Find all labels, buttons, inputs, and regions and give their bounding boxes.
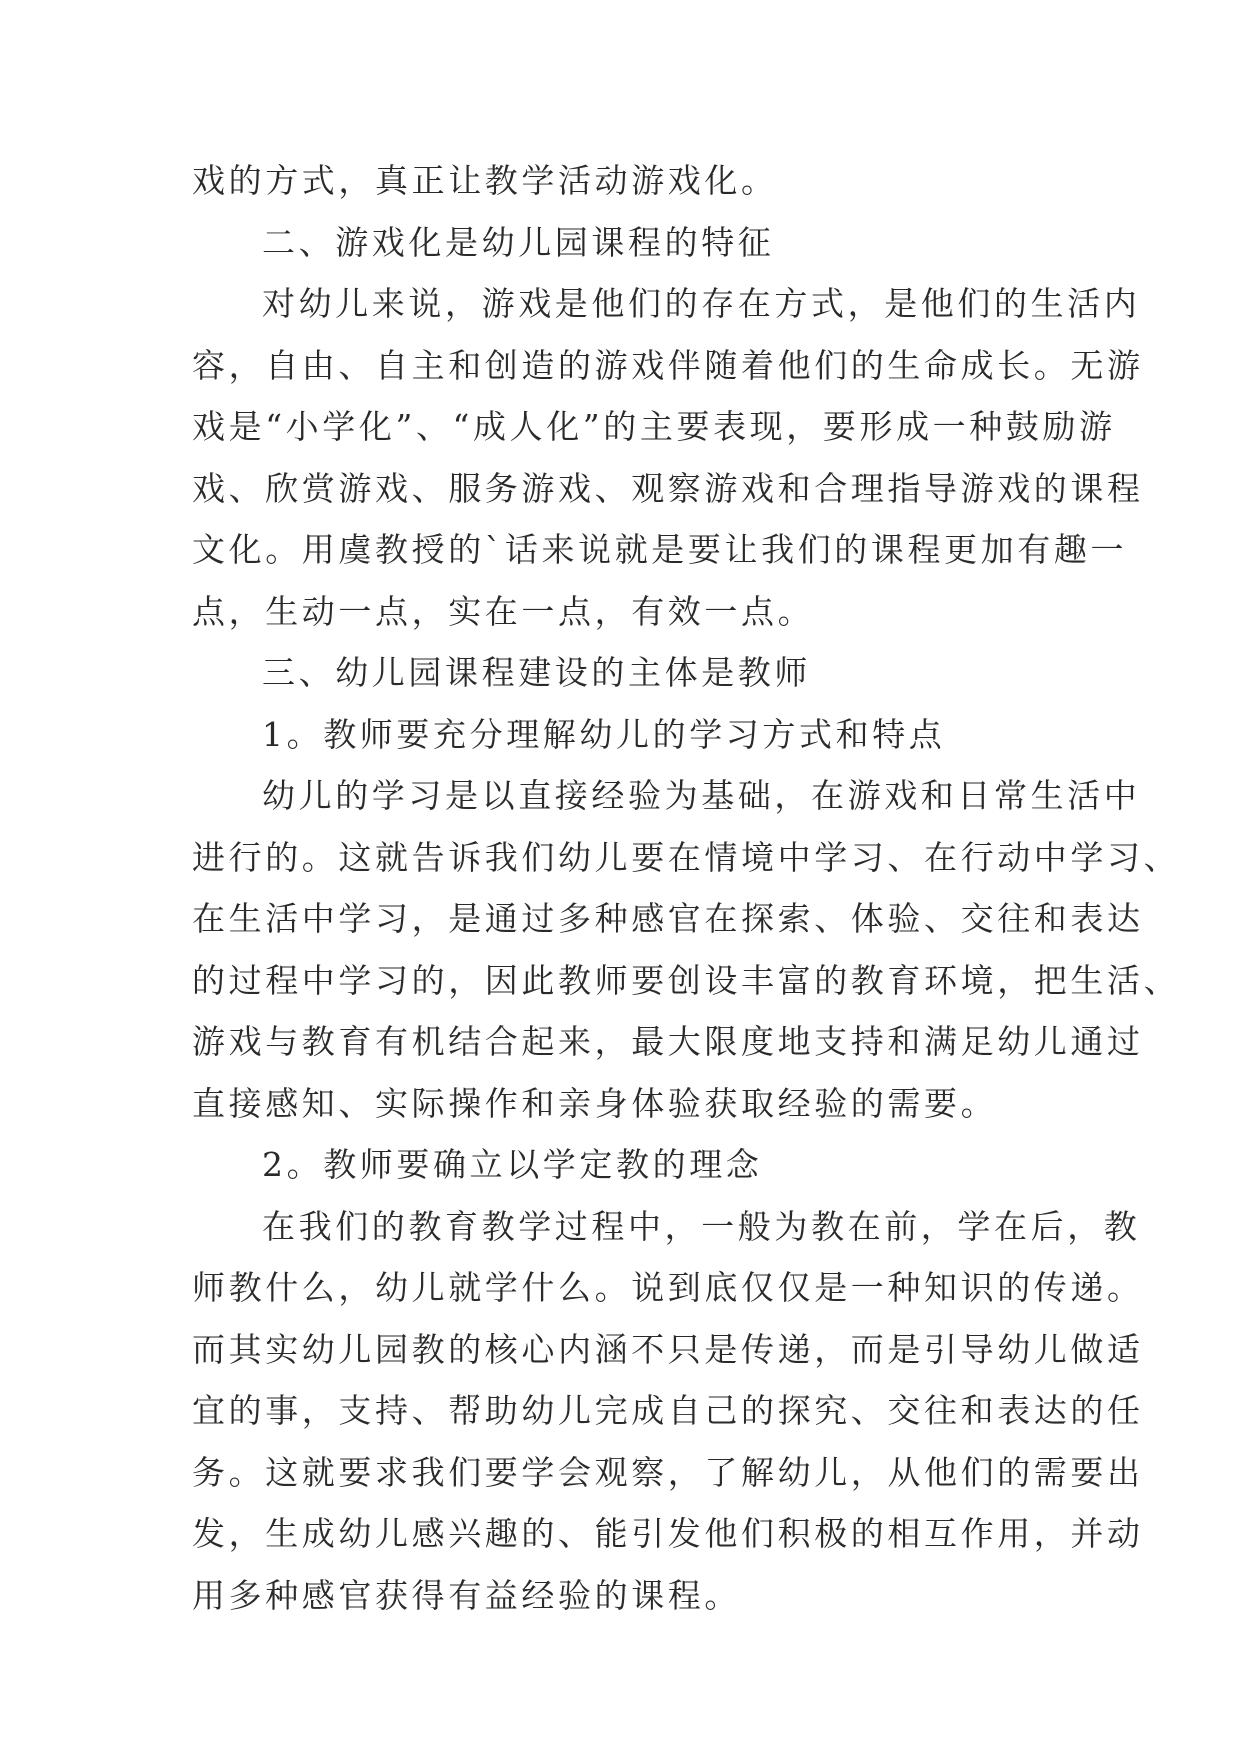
text-line: 在生活中学习，是通过多种感官在探索、体验、交往和表达 (192, 899, 1144, 938)
text-line: 用多种感官获得有益经验的课程。 (192, 1575, 741, 1615)
subsection-heading: 1。教师要充分理解幼儿的学习方式和特点 (262, 714, 946, 754)
text-line: 戏的方式，真正让教学活动游戏化。 (192, 161, 778, 200)
section-heading: 三、幼儿园课程建设的主体是教师 (262, 653, 811, 692)
text-line: 文化。用虞教授的`话来说就是要让我们的课程更加有趣一 (192, 530, 1128, 569)
text-line: 师教什么，幼儿就学什么。说到底仅仅是一种知识的传递。 (192, 1268, 1144, 1307)
text-line: 发，生成幼儿感兴趣的、能引发他们积极的相互作用，并动 (192, 1514, 1144, 1553)
section-heading: 二、游戏化是幼儿园课程的特征 (262, 222, 775, 262)
text-line: 务。这就要求我们要学会观察，了解幼儿，从他们的需要出 (192, 1452, 1144, 1492)
text-line: 在我们的教育教学过程中，一般为教在前，学在后，教 (262, 1206, 1141, 1246)
document-body (192, 150, 1181, 1626)
text-line: 游戏与教育有机结合起来，最大限度地支持和满足幼儿通过 (192, 1022, 1144, 1061)
text-line: 而其实幼儿园教的核心内涵不只是传递，而是引导幼儿做适 (192, 1329, 1144, 1369)
text-line: 点，生动一点，实在一点，有效一点。 (192, 591, 815, 631)
text-line: 宜的事，支持、帮助幼儿完成自己的探究、交往和表达的任 (192, 1391, 1144, 1430)
text-line: 对幼儿来说，游戏是他们的存在方式，是他们的生活内 (262, 284, 1141, 323)
text-line: 戏是“小学化”、“成人化”的主要表现，要形成一种鼓励游 (192, 407, 1116, 446)
text-line: 直接感知、实际操作和亲身体验获取经验的需要。 (192, 1083, 998, 1123)
text-line: 进行的。这就告诉我们幼儿要在情境中学习、在行动中学习、 (192, 837, 1181, 877)
text-line: 容，自由、自主和创造的游戏伴随着他们的生命成长。无游 (192, 345, 1144, 385)
text-line: 戏、欣赏游戏、服务游戏、观察游戏和合理指导游戏的课程 (192, 468, 1144, 508)
subsection-heading: 2。教师要确立以学定教的理念 (262, 1145, 763, 1184)
text-line: 的过程中学习的，因此教师要创设丰富的教育环境，把生活、 (192, 960, 1181, 1000)
text-line: 幼儿的学习是以直接经验为基础，在游戏和日常生活中 (262, 776, 1141, 815)
